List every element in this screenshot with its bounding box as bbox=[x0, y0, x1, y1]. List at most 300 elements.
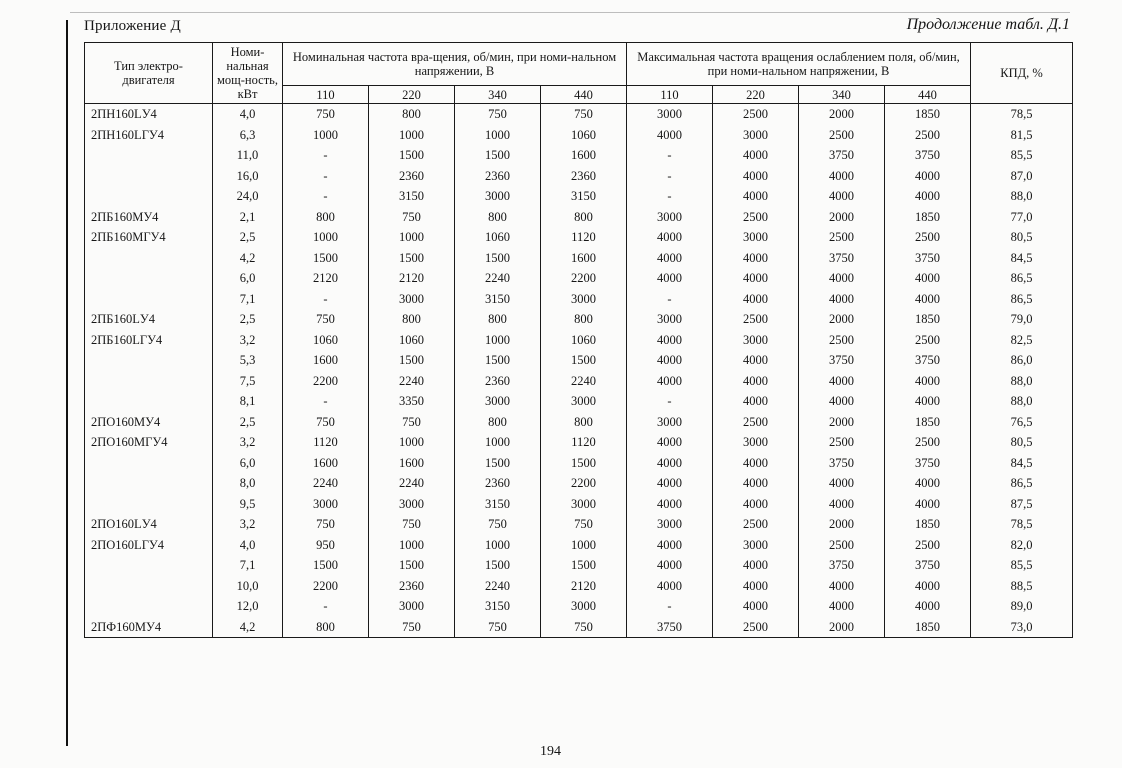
power-cell: 4,2 bbox=[213, 617, 283, 638]
motor-type-cell bbox=[85, 248, 213, 269]
nominal-speed-cell: 750 bbox=[541, 104, 627, 125]
table-row bbox=[85, 309, 1073, 330]
table-row bbox=[85, 145, 1073, 166]
max-speed-cell: 4000 bbox=[885, 494, 971, 515]
top-rule bbox=[70, 12, 1070, 13]
max-speed-cell: 2000 bbox=[799, 104, 885, 125]
nominal-speed-cell: 800 bbox=[455, 207, 541, 228]
nominal-speed-cell: 1120 bbox=[283, 432, 369, 453]
max-speed-cell: 1850 bbox=[885, 104, 971, 125]
nominal-speed-cell: 2120 bbox=[369, 268, 455, 289]
max-speed-cell: 3750 bbox=[885, 145, 971, 166]
power-cell: 7,1 bbox=[213, 555, 283, 576]
nominal-speed-cell: 750 bbox=[369, 412, 455, 433]
nominal-speed-cell: 750 bbox=[283, 309, 369, 330]
max-speed-cell: 4000 bbox=[627, 555, 713, 576]
header-nom-voltage: 110 bbox=[283, 86, 369, 104]
efficiency-cell: 78,5 bbox=[971, 514, 1073, 535]
nominal-speed-cell: 3000 bbox=[455, 186, 541, 207]
nominal-speed-cell: 1000 bbox=[369, 125, 455, 146]
nominal-speed-cell: 2360 bbox=[541, 166, 627, 187]
motor-type-cell: 2ПО160МГУ4 bbox=[85, 432, 213, 453]
nominal-speed-cell: 1500 bbox=[455, 248, 541, 269]
nominal-speed-cell: 3350 bbox=[369, 391, 455, 412]
nominal-speed-cell: 2200 bbox=[283, 576, 369, 597]
max-speed-cell: 3000 bbox=[627, 309, 713, 330]
table-row bbox=[85, 576, 1073, 597]
nominal-speed-cell: 750 bbox=[455, 514, 541, 535]
nominal-speed-cell: 800 bbox=[283, 207, 369, 228]
nominal-speed-cell: - bbox=[283, 391, 369, 412]
nominal-speed-cell: - bbox=[283, 166, 369, 187]
nominal-speed-cell: 3000 bbox=[369, 494, 455, 515]
nominal-speed-cell: 1000 bbox=[369, 227, 455, 248]
max-speed-cell: 4000 bbox=[799, 186, 885, 207]
efficiency-cell: 88,5 bbox=[971, 576, 1073, 597]
efficiency-cell: 80,5 bbox=[971, 432, 1073, 453]
max-speed-cell: 4000 bbox=[627, 453, 713, 474]
max-speed-cell: 2500 bbox=[799, 535, 885, 556]
max-speed-cell: 2500 bbox=[885, 125, 971, 146]
max-speed-cell: 4000 bbox=[627, 268, 713, 289]
nominal-speed-cell: 750 bbox=[541, 617, 627, 638]
nominal-speed-cell: - bbox=[283, 145, 369, 166]
power-cell: 6,3 bbox=[213, 125, 283, 146]
nominal-speed-cell: 1500 bbox=[541, 555, 627, 576]
max-speed-cell: 4000 bbox=[799, 576, 885, 597]
nominal-speed-cell: 1060 bbox=[283, 330, 369, 351]
max-speed-cell: 4000 bbox=[799, 494, 885, 515]
table-row bbox=[85, 596, 1073, 617]
efficiency-cell: 84,5 bbox=[971, 453, 1073, 474]
motor-type-cell bbox=[85, 145, 213, 166]
max-speed-cell: 4000 bbox=[885, 371, 971, 392]
motor-type-cell bbox=[85, 596, 213, 617]
max-speed-cell: 2500 bbox=[885, 330, 971, 351]
max-speed-cell: 3750 bbox=[799, 555, 885, 576]
nominal-speed-cell: - bbox=[283, 186, 369, 207]
motor-type-cell bbox=[85, 494, 213, 515]
max-speed-cell: - bbox=[627, 186, 713, 207]
efficiency-cell: 80,5 bbox=[971, 227, 1073, 248]
motor-type-cell: 2ПФ160МУ4 bbox=[85, 617, 213, 638]
motor-type-cell bbox=[85, 371, 213, 392]
nominal-speed-cell: 2200 bbox=[541, 268, 627, 289]
nominal-speed-cell: 800 bbox=[455, 412, 541, 433]
efficiency-cell: 82,0 bbox=[971, 535, 1073, 556]
max-speed-cell: 4000 bbox=[713, 350, 799, 371]
max-speed-cell: 4000 bbox=[885, 289, 971, 310]
binding-rule bbox=[66, 20, 68, 746]
max-speed-cell: 3750 bbox=[799, 145, 885, 166]
table-row bbox=[85, 186, 1073, 207]
power-cell: 4,0 bbox=[213, 535, 283, 556]
nominal-speed-cell: 1500 bbox=[369, 350, 455, 371]
max-speed-cell: 4000 bbox=[713, 371, 799, 392]
max-speed-cell: 2500 bbox=[799, 227, 885, 248]
table-row bbox=[85, 268, 1073, 289]
nominal-speed-cell: 2360 bbox=[455, 371, 541, 392]
header-nominal-speed: Номинальная частота вра-щения, об/мин, при номи-нальном напряжении, В bbox=[283, 43, 627, 86]
table-row bbox=[85, 166, 1073, 187]
max-speed-cell: 2500 bbox=[799, 330, 885, 351]
nominal-speed-cell: 1000 bbox=[283, 125, 369, 146]
nominal-speed-cell: 2240 bbox=[455, 576, 541, 597]
table-row bbox=[85, 617, 1073, 638]
nominal-speed-cell: 750 bbox=[369, 617, 455, 638]
nominal-speed-cell: 750 bbox=[541, 514, 627, 535]
power-cell: 7,5 bbox=[213, 371, 283, 392]
nominal-speed-cell: 3000 bbox=[455, 391, 541, 412]
max-speed-cell: 4000 bbox=[713, 494, 799, 515]
efficiency-cell: 86,5 bbox=[971, 473, 1073, 494]
max-speed-cell: 4000 bbox=[799, 371, 885, 392]
max-speed-cell: 2000 bbox=[799, 514, 885, 535]
header-efficiency: КПД, % bbox=[971, 43, 1073, 104]
max-speed-cell: 4000 bbox=[627, 576, 713, 597]
power-cell: 6,0 bbox=[213, 453, 283, 474]
motor-type-cell: 2ПН160LУ4 bbox=[85, 104, 213, 125]
table-row bbox=[85, 555, 1073, 576]
nominal-speed-cell: - bbox=[283, 596, 369, 617]
motor-data-table-wrap bbox=[84, 42, 1072, 638]
nominal-speed-cell: 1120 bbox=[541, 432, 627, 453]
max-speed-cell: 4000 bbox=[627, 227, 713, 248]
efficiency-cell: 86,5 bbox=[971, 289, 1073, 310]
nominal-speed-cell: 2360 bbox=[369, 576, 455, 597]
nominal-speed-cell: 2240 bbox=[283, 473, 369, 494]
nominal-speed-cell: 3000 bbox=[541, 289, 627, 310]
max-speed-cell: 3000 bbox=[713, 227, 799, 248]
max-speed-cell: 4000 bbox=[713, 453, 799, 474]
motor-type-cell bbox=[85, 289, 213, 310]
max-speed-cell: 4000 bbox=[885, 576, 971, 597]
nominal-speed-cell: 1600 bbox=[369, 453, 455, 474]
max-speed-cell: 2000 bbox=[799, 207, 885, 228]
motor-type-cell: 2ПБ160LГУ4 bbox=[85, 330, 213, 351]
nominal-speed-cell: 3150 bbox=[369, 186, 455, 207]
nominal-speed-cell: 2120 bbox=[283, 268, 369, 289]
table-row bbox=[85, 453, 1073, 474]
table-row bbox=[85, 104, 1073, 125]
max-speed-cell: 4000 bbox=[885, 186, 971, 207]
max-speed-cell: 4000 bbox=[885, 268, 971, 289]
max-speed-cell: 3750 bbox=[627, 617, 713, 638]
nominal-speed-cell: 750 bbox=[283, 514, 369, 535]
max-speed-cell: 2500 bbox=[713, 514, 799, 535]
max-speed-cell: 4000 bbox=[627, 125, 713, 146]
nominal-speed-cell: 1500 bbox=[369, 555, 455, 576]
efficiency-cell: 88,0 bbox=[971, 371, 1073, 392]
max-speed-cell: 4000 bbox=[885, 391, 971, 412]
motor-type-cell: 2ПБ160LУ4 bbox=[85, 309, 213, 330]
nominal-speed-cell: 800 bbox=[455, 309, 541, 330]
max-speed-cell: 4000 bbox=[713, 186, 799, 207]
nominal-speed-cell: 1500 bbox=[455, 145, 541, 166]
motor-type-cell: 2ПО160МУ4 bbox=[85, 412, 213, 433]
max-speed-cell: 2500 bbox=[713, 412, 799, 433]
max-speed-cell: 3000 bbox=[627, 104, 713, 125]
nominal-speed-cell: 3000 bbox=[369, 596, 455, 617]
max-speed-cell: 4000 bbox=[713, 596, 799, 617]
motor-type-cell bbox=[85, 555, 213, 576]
power-cell: 16,0 bbox=[213, 166, 283, 187]
nominal-speed-cell: 800 bbox=[541, 207, 627, 228]
max-speed-cell: - bbox=[627, 145, 713, 166]
max-speed-cell: 4000 bbox=[627, 494, 713, 515]
motor-type-cell bbox=[85, 166, 213, 187]
table-row bbox=[85, 248, 1073, 269]
max-speed-cell: - bbox=[627, 289, 713, 310]
power-cell: 3,2 bbox=[213, 514, 283, 535]
header-max-voltage: 440 bbox=[885, 86, 971, 104]
efficiency-cell: 78,5 bbox=[971, 104, 1073, 125]
nominal-speed-cell: 3150 bbox=[541, 186, 627, 207]
max-speed-cell: 1850 bbox=[885, 617, 971, 638]
nominal-speed-cell: 800 bbox=[283, 617, 369, 638]
efficiency-cell: 88,0 bbox=[971, 186, 1073, 207]
motor-type-cell bbox=[85, 350, 213, 371]
power-cell: 2,1 bbox=[213, 207, 283, 228]
max-speed-cell: 2500 bbox=[885, 227, 971, 248]
max-speed-cell: 2000 bbox=[799, 412, 885, 433]
header-max-voltage: 220 bbox=[713, 86, 799, 104]
max-speed-cell: 3750 bbox=[799, 453, 885, 474]
efficiency-cell: 85,5 bbox=[971, 555, 1073, 576]
motor-type-cell: 2ПБ160МГУ4 bbox=[85, 227, 213, 248]
max-speed-cell: 4000 bbox=[713, 145, 799, 166]
max-speed-cell: 4000 bbox=[799, 391, 885, 412]
nominal-speed-cell: 1600 bbox=[283, 453, 369, 474]
table-body bbox=[85, 104, 1073, 638]
max-speed-cell: 2500 bbox=[713, 104, 799, 125]
max-speed-cell: 2000 bbox=[799, 617, 885, 638]
header-max-voltage: 340 bbox=[799, 86, 885, 104]
power-cell: 9,5 bbox=[213, 494, 283, 515]
max-speed-cell: 4000 bbox=[885, 473, 971, 494]
motor-type-cell: 2ПН160LГУ4 bbox=[85, 125, 213, 146]
max-speed-cell: 3750 bbox=[885, 453, 971, 474]
power-cell: 2,5 bbox=[213, 227, 283, 248]
max-speed-cell: 3000 bbox=[713, 330, 799, 351]
nominal-speed-cell: 1600 bbox=[541, 145, 627, 166]
nominal-speed-cell: 1000 bbox=[369, 535, 455, 556]
efficiency-cell: 84,5 bbox=[971, 248, 1073, 269]
efficiency-cell: 87,0 bbox=[971, 166, 1073, 187]
power-cell: 2,5 bbox=[213, 309, 283, 330]
max-speed-cell: 4000 bbox=[713, 576, 799, 597]
nominal-speed-cell: 2240 bbox=[541, 371, 627, 392]
max-speed-cell: 3750 bbox=[799, 350, 885, 371]
max-speed-cell: 4000 bbox=[713, 473, 799, 494]
nominal-speed-cell: 3150 bbox=[455, 596, 541, 617]
nominal-speed-cell: 750 bbox=[283, 104, 369, 125]
nominal-speed-cell: 750 bbox=[369, 207, 455, 228]
nominal-speed-cell: 1500 bbox=[455, 453, 541, 474]
max-speed-cell: 3000 bbox=[713, 125, 799, 146]
table-row bbox=[85, 289, 1073, 310]
nominal-speed-cell: 1060 bbox=[541, 125, 627, 146]
nominal-speed-cell: 1500 bbox=[455, 350, 541, 371]
nominal-speed-cell: 3150 bbox=[455, 289, 541, 310]
max-speed-cell: 2500 bbox=[799, 125, 885, 146]
header-power: Номи-нальная мощ-ность, кВт bbox=[213, 43, 283, 104]
efficiency-cell: 86,5 bbox=[971, 268, 1073, 289]
appendix-label: Приложение Д bbox=[84, 18, 181, 34]
nominal-speed-cell: 2360 bbox=[455, 473, 541, 494]
max-speed-cell: 3750 bbox=[799, 248, 885, 269]
power-cell: 8,1 bbox=[213, 391, 283, 412]
table-row bbox=[85, 371, 1073, 392]
nominal-speed-cell: 800 bbox=[541, 309, 627, 330]
motor-type-cell bbox=[85, 453, 213, 474]
motor-type-cell bbox=[85, 391, 213, 412]
power-cell: 10,0 bbox=[213, 576, 283, 597]
nominal-speed-cell: 1000 bbox=[455, 432, 541, 453]
motor-data-table bbox=[84, 42, 1073, 638]
max-speed-cell: 4000 bbox=[799, 289, 885, 310]
header-nom-voltage: 440 bbox=[541, 86, 627, 104]
max-speed-cell: 3000 bbox=[627, 412, 713, 433]
nominal-speed-cell: 3000 bbox=[541, 494, 627, 515]
table-row bbox=[85, 391, 1073, 412]
nominal-speed-cell: 1500 bbox=[283, 555, 369, 576]
max-speed-cell: - bbox=[627, 596, 713, 617]
nominal-speed-cell: 1060 bbox=[541, 330, 627, 351]
power-cell: 6,0 bbox=[213, 268, 283, 289]
power-cell: 7,1 bbox=[213, 289, 283, 310]
nominal-speed-cell: 2240 bbox=[455, 268, 541, 289]
table-row bbox=[85, 227, 1073, 248]
power-cell: 2,5 bbox=[213, 412, 283, 433]
max-speed-cell: 2500 bbox=[885, 535, 971, 556]
max-speed-cell: 4000 bbox=[627, 535, 713, 556]
efficiency-cell: 81,5 bbox=[971, 125, 1073, 146]
max-speed-cell: 3000 bbox=[713, 432, 799, 453]
efficiency-cell: 88,0 bbox=[971, 391, 1073, 412]
max-speed-cell: 3000 bbox=[627, 207, 713, 228]
max-speed-cell: - bbox=[627, 391, 713, 412]
max-speed-cell: 4000 bbox=[713, 248, 799, 269]
motor-type-cell bbox=[85, 268, 213, 289]
nominal-speed-cell: 1000 bbox=[541, 535, 627, 556]
nominal-speed-cell: 800 bbox=[369, 104, 455, 125]
power-cell: 3,2 bbox=[213, 330, 283, 351]
table-row bbox=[85, 350, 1073, 371]
max-speed-cell: 4000 bbox=[885, 166, 971, 187]
power-cell: 5,3 bbox=[213, 350, 283, 371]
max-speed-cell: - bbox=[627, 166, 713, 187]
nominal-speed-cell: 3000 bbox=[283, 494, 369, 515]
motor-type-cell bbox=[85, 186, 213, 207]
nominal-speed-cell: 1500 bbox=[455, 555, 541, 576]
power-cell: 12,0 bbox=[213, 596, 283, 617]
nominal-speed-cell: 2240 bbox=[369, 371, 455, 392]
max-speed-cell: 1850 bbox=[885, 412, 971, 433]
nominal-speed-cell: 2240 bbox=[369, 473, 455, 494]
header-nom-voltage: 340 bbox=[455, 86, 541, 104]
nominal-speed-cell: 2360 bbox=[455, 166, 541, 187]
nominal-speed-cell: 750 bbox=[455, 104, 541, 125]
efficiency-cell: 89,0 bbox=[971, 596, 1073, 617]
motor-type-cell: 2ПО160LУ4 bbox=[85, 514, 213, 535]
max-speed-cell: 3000 bbox=[627, 514, 713, 535]
nominal-speed-cell: 1000 bbox=[455, 125, 541, 146]
table-row bbox=[85, 473, 1073, 494]
efficiency-cell: 82,5 bbox=[971, 330, 1073, 351]
max-speed-cell: 2500 bbox=[713, 309, 799, 330]
page-number: 194 bbox=[540, 744, 561, 759]
header-max-speed: Максимальная частота вращения ослаблением поля, об/мин, при номи-нальном напряжении, В bbox=[627, 43, 971, 86]
max-speed-cell: 4000 bbox=[799, 268, 885, 289]
nominal-speed-cell: 800 bbox=[541, 412, 627, 433]
nominal-speed-cell: 750 bbox=[455, 617, 541, 638]
max-speed-cell: 2500 bbox=[713, 617, 799, 638]
nominal-speed-cell: 2200 bbox=[541, 473, 627, 494]
nominal-speed-cell: - bbox=[283, 289, 369, 310]
efficiency-cell: 87,5 bbox=[971, 494, 1073, 515]
nominal-speed-cell: 3000 bbox=[541, 391, 627, 412]
max-speed-cell: 1850 bbox=[885, 309, 971, 330]
max-speed-cell: 4000 bbox=[885, 596, 971, 617]
nominal-speed-cell: 3000 bbox=[369, 289, 455, 310]
max-speed-cell: 4000 bbox=[713, 391, 799, 412]
max-speed-cell: 1850 bbox=[885, 514, 971, 535]
max-speed-cell: 4000 bbox=[627, 350, 713, 371]
table-header bbox=[85, 43, 1073, 104]
nominal-speed-cell: 1500 bbox=[283, 248, 369, 269]
nominal-speed-cell: 1000 bbox=[283, 227, 369, 248]
max-speed-cell: 4000 bbox=[713, 268, 799, 289]
table-row bbox=[85, 330, 1073, 351]
power-cell: 8,0 bbox=[213, 473, 283, 494]
max-speed-cell: 4000 bbox=[627, 330, 713, 351]
power-cell: 4,0 bbox=[213, 104, 283, 125]
max-speed-cell: 3750 bbox=[885, 555, 971, 576]
nominal-speed-cell: 1060 bbox=[455, 227, 541, 248]
table-row bbox=[85, 125, 1073, 146]
max-speed-cell: 4000 bbox=[799, 596, 885, 617]
nominal-speed-cell: 3150 bbox=[455, 494, 541, 515]
max-speed-cell: 4000 bbox=[713, 555, 799, 576]
max-speed-cell: 4000 bbox=[627, 432, 713, 453]
max-speed-cell: 2500 bbox=[799, 432, 885, 453]
efficiency-cell: 76,5 bbox=[971, 412, 1073, 433]
max-speed-cell: 4000 bbox=[627, 248, 713, 269]
nominal-speed-cell: 2120 bbox=[541, 576, 627, 597]
table-row bbox=[85, 432, 1073, 453]
table-row bbox=[85, 535, 1073, 556]
table-row bbox=[85, 412, 1073, 433]
max-speed-cell: 4000 bbox=[713, 289, 799, 310]
efficiency-cell: 85,5 bbox=[971, 145, 1073, 166]
efficiency-cell: 77,0 bbox=[971, 207, 1073, 228]
header-nom-voltage: 220 bbox=[369, 86, 455, 104]
nominal-speed-cell: 750 bbox=[369, 514, 455, 535]
table-row bbox=[85, 494, 1073, 515]
max-speed-cell: 4000 bbox=[713, 166, 799, 187]
power-cell: 3,2 bbox=[213, 432, 283, 453]
nominal-speed-cell: 1000 bbox=[455, 330, 541, 351]
header-type: Тип электро-двигателя bbox=[85, 43, 213, 104]
header-max-voltage: 110 bbox=[627, 86, 713, 104]
table-row bbox=[85, 514, 1073, 535]
nominal-speed-cell: 800 bbox=[369, 309, 455, 330]
max-speed-cell: 3750 bbox=[885, 350, 971, 371]
max-speed-cell: 4000 bbox=[799, 166, 885, 187]
nominal-speed-cell: 750 bbox=[283, 412, 369, 433]
max-speed-cell: 2000 bbox=[799, 309, 885, 330]
